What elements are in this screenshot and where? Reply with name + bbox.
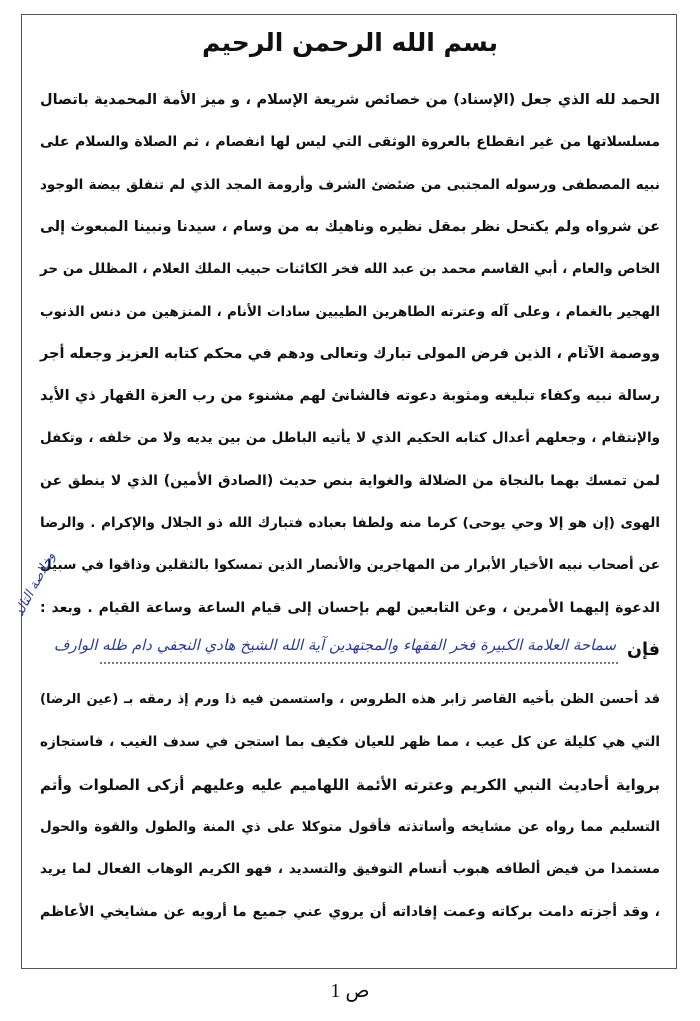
handwritten-name: سماحة العلامة الكبيرة فخر الفقهاء والمجتهدين آية الله الشيخ هادي النجفي دام ظله الوارف xyxy=(53,636,616,654)
text-line: نبيه المصطفى ورسوله المجتبى من ضئضئ الشرف وأرومة المجد الذي لم تنفلق بيضة الوجود xyxy=(40,176,660,193)
text-line: عن أصحاب نبيه الأخيار الأبرار من المهاجرين والأنصار الذين تمسكوا بالثقلين وذاقوا في سبيل xyxy=(40,557,660,574)
text-line: مستمدا من فيض ألطافه هبوب أنسام التوفيق والتسديد ، فهو الكريم الوهاب الفعال لما يريد xyxy=(40,861,660,878)
text-line: قد أحسن الظن بأخيه القاصر زابر هذه الطروس ، واستسمن فيه ذا ورم إذ رمقه بـ (عين الرضا) xyxy=(40,692,660,707)
handwritten-prefix: فإن xyxy=(627,640,660,660)
text-line: الحمد لله الذي جعل (الإسناد) من خصائص شريعة الإسلام ، و ميز الأمة المحمدية باتصال xyxy=(40,92,660,108)
text-line: والإنتقام ، وجعلهم أعدال كتابه الحكيم الذي لا يأتيه الباطل من بين يديه ولا من خلفه ، وتكفل xyxy=(40,430,660,447)
text-line: لمن تمسك بهما بالنجاة من الضلالة والغواية بنص حديث (الصادق الأمين) الذي لا ينطق عن xyxy=(40,472,660,489)
text-line: الهجير بالغمام ، وعلى آله وعترته الطاهرين الطيبين سادات الأنام ، المنزهين من دنس الذنوب xyxy=(40,303,660,320)
handwritten-margin-note: وخلاصة التالد xyxy=(12,549,59,620)
text-line: الهوى (إن هو إلا وحي يوحى) كرما منه ولطفا بعباده فتبارك الله ذو الجلال والإكرام . والرضا xyxy=(40,515,660,531)
page-title: بسم الله الرحمن الرحيم xyxy=(202,28,498,57)
text-line: التي هي كليلة عن كل عيب ، مما ظهر للعيان فكيف بما استجن في سدف الغيب ، فاستجازه xyxy=(40,734,660,751)
handwritten-entry xyxy=(40,636,660,666)
text-line: برواية أحاديث النبي الكريم وعترته الأئمة اللهاميم عليه وعليهم أزكى الصلوات وأتم xyxy=(40,775,660,794)
text-line: الخاص والعام ، أبي القاسم محمد بن عبد الله فخر الكائنات حبيب الملك العلام ، المظلل من حر xyxy=(40,261,660,278)
text-line: الدعوة إليهما الأمرين ، وعن التابعين لهم بإحسان إلى قيام الساعة وساعة القيام . وبعد : xyxy=(40,599,660,616)
text-line: عن شرواه ولم يكتحل نظر بمقل نظيره وناهيك به من وسام ، سيدنا ونبينا المبعوث إلى xyxy=(40,218,660,235)
text-line: مسلسلاتها من غير انقطاع بالعروة الوثقى التي ليس لها انفصام ، ثم الصلاة والسلام على xyxy=(40,134,660,151)
text-line: ووصمة الآثام ، الذين فرض المولى تبارك وتعالى ودهم في محكم كتابه العزيز وجعله أجر xyxy=(40,345,660,362)
text-line: ، وقد أجزته دامت بركاته وعمت إفاداته أن يروي عني جميع ما أرويه عن مشايخي الأعاظم xyxy=(40,903,660,920)
text-line: التسليم مما رواه عن مشايخه وأساتذته فأقول متوكلا على ذي المنة والطول والقوة والحول xyxy=(40,818,660,835)
dotted-fill-line xyxy=(100,662,618,664)
page-number: ص 1 xyxy=(330,980,370,1002)
text-line: رسالة نبيه وكفاء تبليغه ومثوبة دعوته فالشانئ لهم مشنوء من رب العزة القهار ذي الأيد xyxy=(40,388,660,405)
